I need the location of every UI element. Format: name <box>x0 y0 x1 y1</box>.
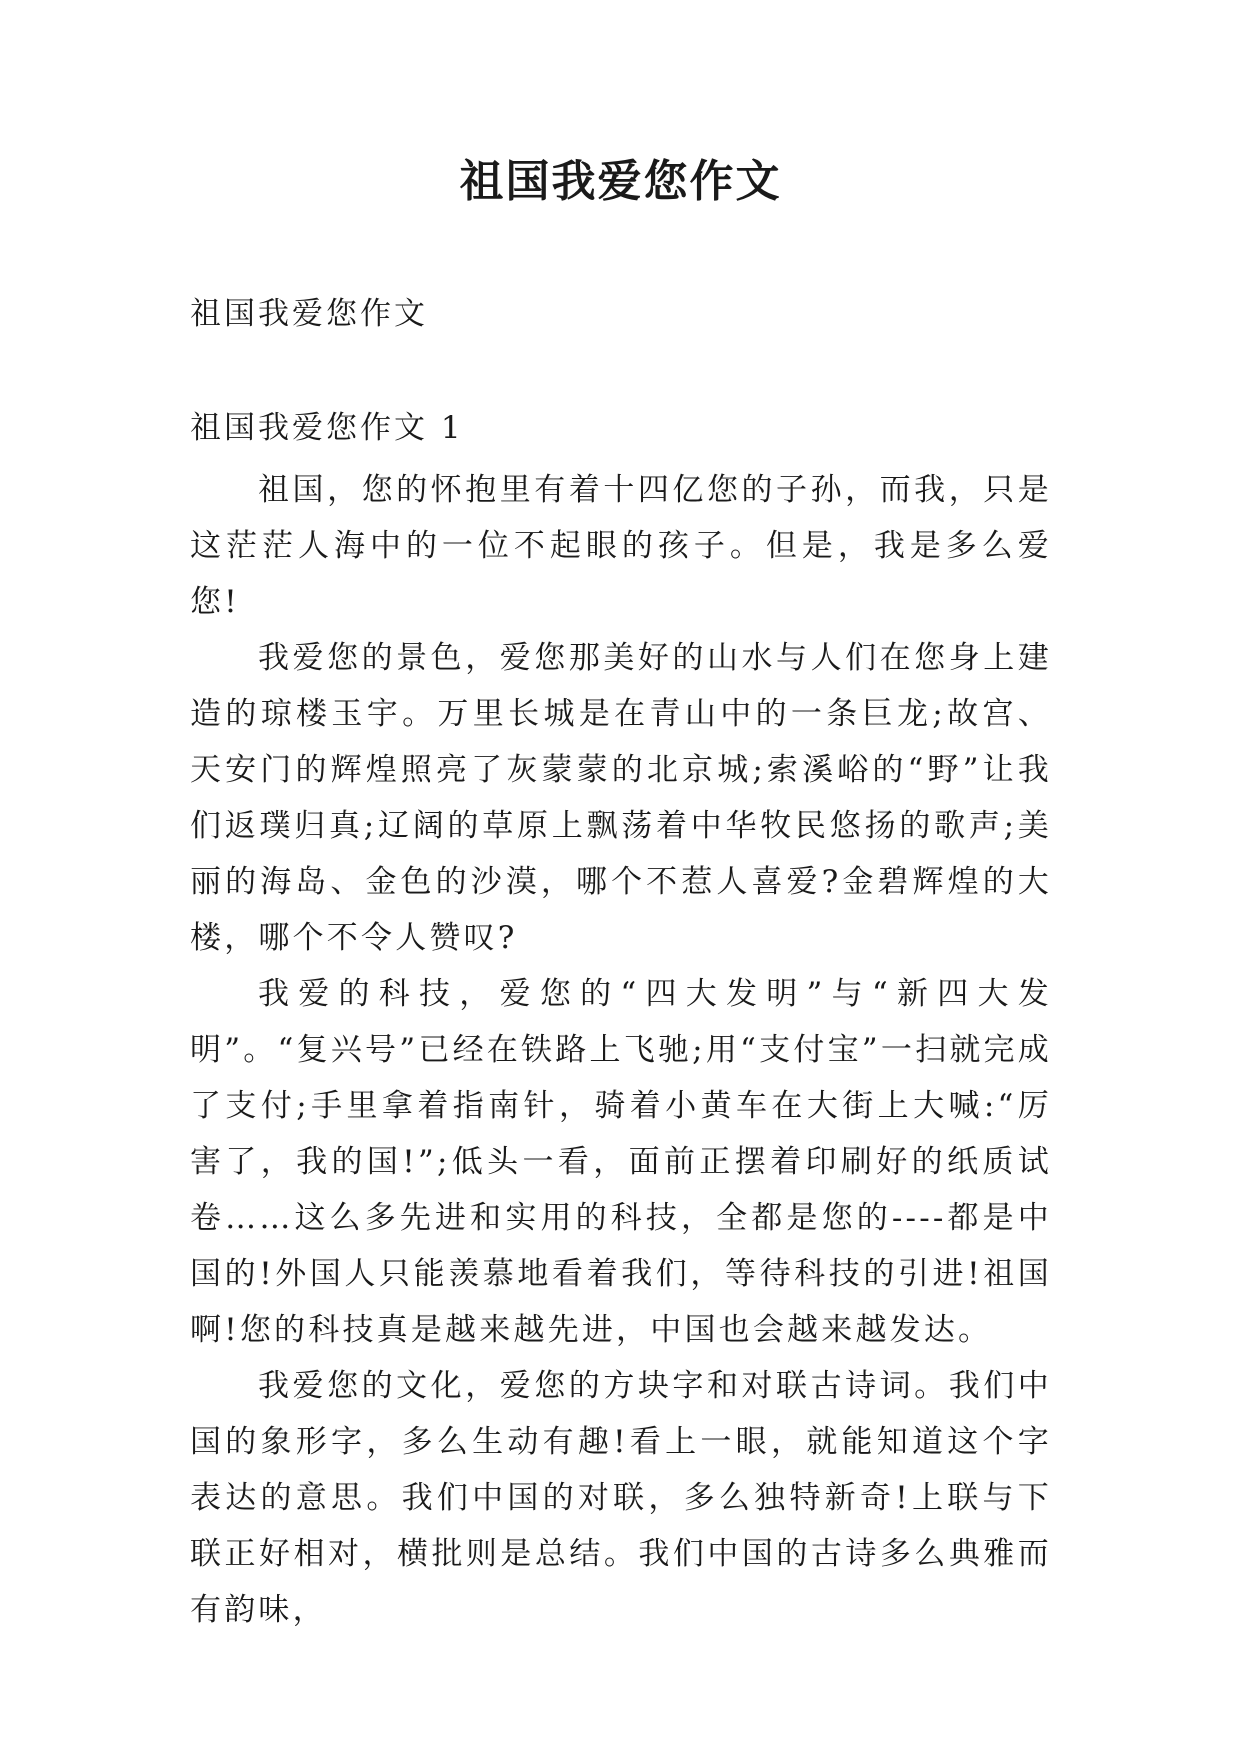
essay-body <box>190 462 1052 1638</box>
document-title: 祖国我爱您作文 <box>459 156 782 207</box>
paragraph-2: 我爱您的景色，爱您那美好的山水与人们在您身上建造的琼楼玉宇。万里长城是在青山中的一条巨龙;故宫、天安门的辉煌照亮了灰蒙蒙的北京城;索溪峪的“野”让我们返璞归真;辽阔的草原上飘荡着中华牧民悠扬的歌声;美丽的海岛、金色的沙漠，哪个不惹人喜爱?金碧辉煌的大楼，哪个不令人赞叹? <box>190 640 1052 956</box>
paragraph-4: 我爱您的文化，爱您的方块字和对联古诗词。我们中国的象形字，多么生动有趣!看上一眼，就能知道这个字表达的意思。我们中国的对联，多么独特新奇!上联与下联正好相对，横批则是总结。我们中国的古诗多么典雅而有韵味， <box>190 1368 1052 1628</box>
document-subtitle: 祖国我爱您作文 <box>190 296 428 332</box>
paragraph-1: 祖国，您的怀抱里有着十四亿您的子孙，而我，只是这茫茫人海中的一位不起眼的孩子。但是，我是多么爱您! <box>190 472 1052 620</box>
section-heading: 祖国我爱您作文 1 <box>190 410 464 446</box>
paragraph-3: 我爱的科技，爱您的“四大发明”与“新四大发明”。“复兴号”已经在铁路上飞驰;用“支付宝”一扫就完成了支付;手里拿着指南针，骑着小黄车在大街上大喊:“厉害了，我的国!”;低头一看，面前正摆着印刷好的纸质试卷……这么多先进和实用的科技，全都是您的----都是中国的!外国人只能羡慕地看着我们，等待科技的引进!祖国啊!您的科技真是越来越先进，中国也会越来越发达。 <box>190 976 1052 1348</box>
